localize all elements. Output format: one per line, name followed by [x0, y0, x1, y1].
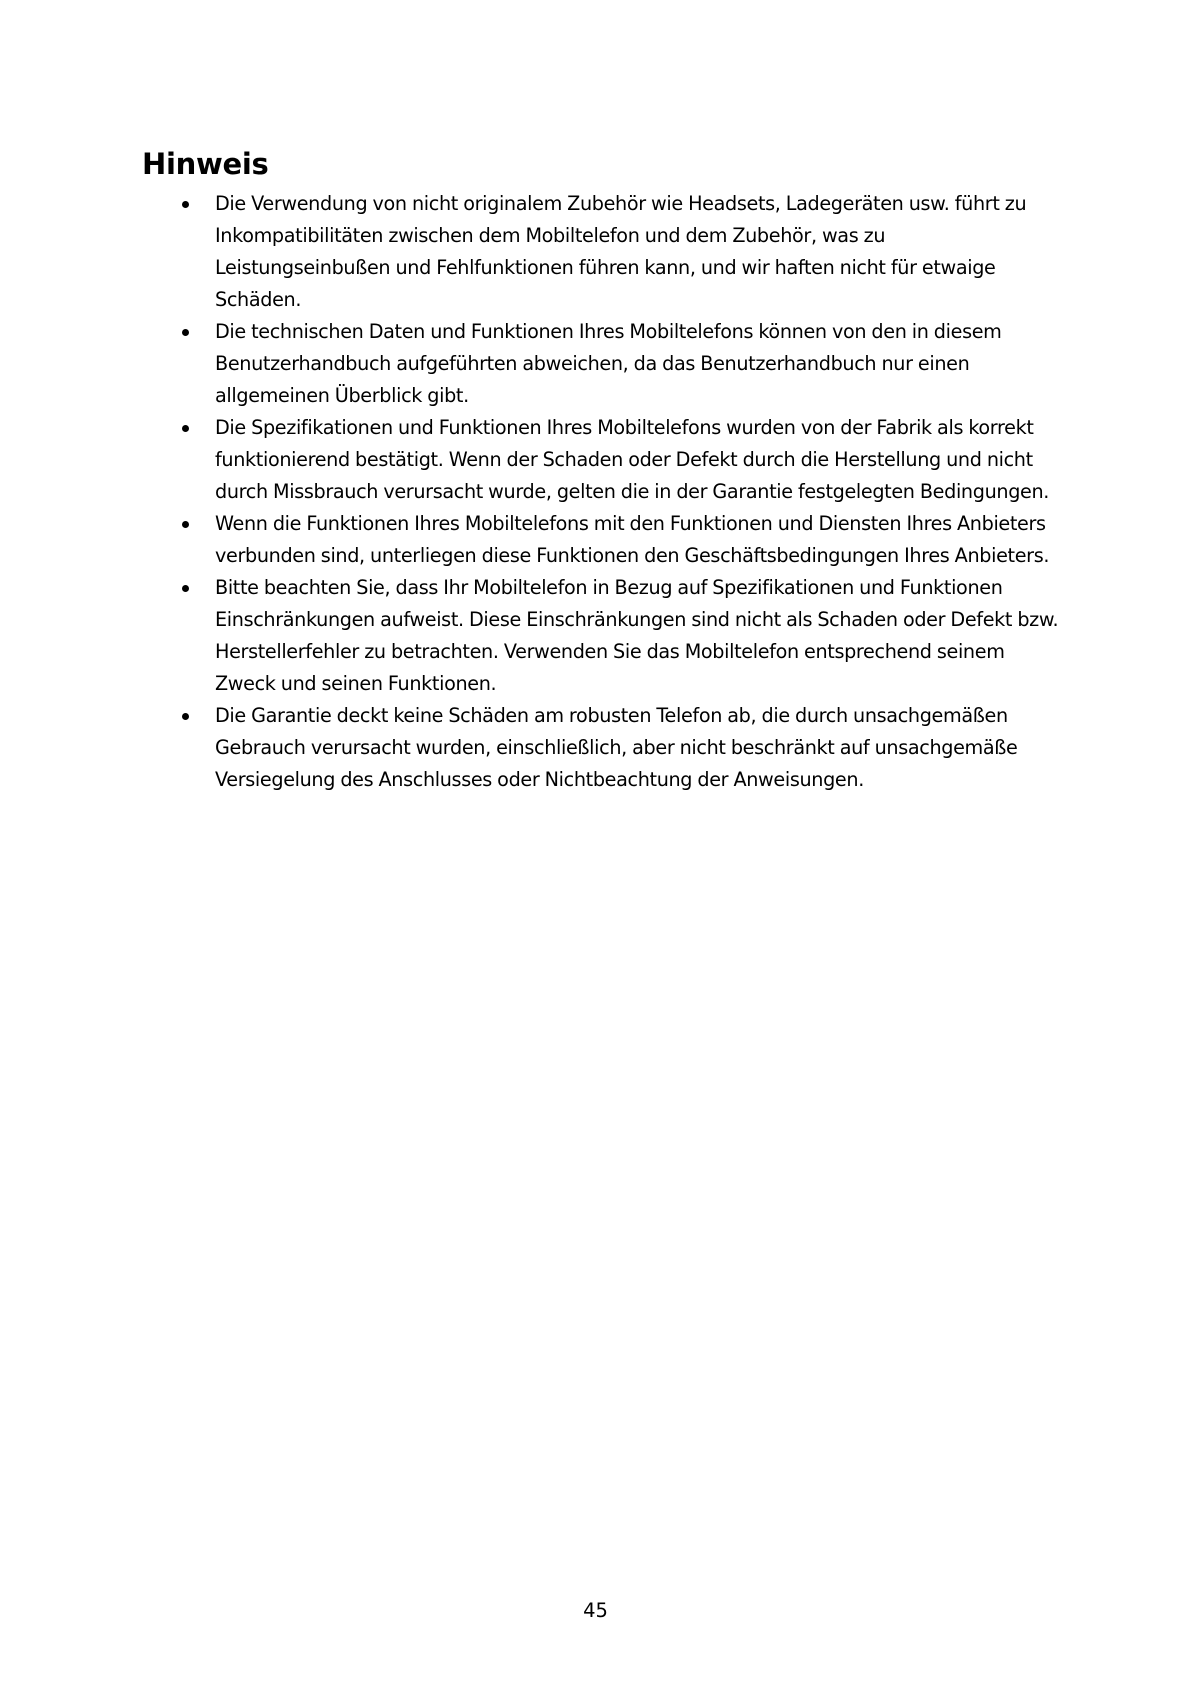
page-heading: Hinweis	[142, 147, 269, 181]
notice-bullet-text: Die Garantie deckt keine Schäden am robusten Telefon ab, die durch unsachgemäßen Gebrauch verursacht wurden, einschließlich, aber nicht beschränkt auf unsachgemäße Versiegelung des Anschlusses oder Nichtbeachtung der Anweisungen.	[215, 704, 1018, 791]
bullet-point-icon	[182, 713, 189, 720]
notice-bullet-list	[0, 188, 1191, 796]
notice-bullet-text: Die Verwendung von nicht originalem Zubehör wie Headsets, Ladegeräten usw. führt zu Inkompatibilitäten zwischen dem Mobiltelefon und dem Zubehör, was zu Leistungseinbußen und Fehlfunktionen führen kann, und wir haften nicht für etwaige Schäden.	[215, 192, 1027, 311]
notice-bullet-text: Die Spezifikationen und Funktionen Ihres Mobiltelefons wurden von der Fabrik als korrekt funktionierend bestätigt. Wenn der Schaden oder Defekt durch die Herstellung und nicht durch Missbrauch verursacht wurde, gelten die in der Garantie festgelegten Bedingungen.	[215, 416, 1050, 503]
notice-bullet-text: Die technischen Daten und Funktionen Ihres Mobiltelefons können von den in diesem Benutzerhandbuch aufgeführten abweichen, da das Benutzerhandbuch nur einen allgemeinen Überblick gibt.	[215, 320, 1002, 407]
notice-bullet-item	[0, 572, 1191, 700]
page-number: 45	[583, 1599, 608, 1622]
notice-bullet-item	[0, 316, 1191, 412]
notice-bullet-item	[0, 412, 1191, 508]
notice-bullet-item	[0, 508, 1191, 572]
notice-bullet-item	[0, 700, 1191, 796]
notice-bullet-text: Wenn die Funktionen Ihres Mobiltelefons mit den Funktionen und Diensten Ihres Anbieters verbunden sind, unterliegen diese Funktionen den Geschäftsbedingungen Ihres Anbieters.	[215, 512, 1050, 567]
bullet-point-icon	[182, 329, 189, 336]
notice-bullet-text: Bitte beachten Sie, dass Ihr Mobiltelefon in Bezug auf Spezifikationen und Funktionen Einschränkungen aufweist. Diese Einschränkungen sind nicht als Schaden oder Defekt bzw. Herstellerfehler zu betrachten. Verwenden Sie das Mobiltelefon entsprechend seinem Zweck und seinen Funktionen.	[215, 576, 1059, 695]
bullet-point-icon	[182, 521, 189, 528]
bullet-point-icon	[182, 585, 189, 592]
notice-bullet-item	[0, 188, 1191, 316]
bullet-point-icon	[182, 425, 189, 432]
bullet-point-icon	[182, 201, 189, 208]
